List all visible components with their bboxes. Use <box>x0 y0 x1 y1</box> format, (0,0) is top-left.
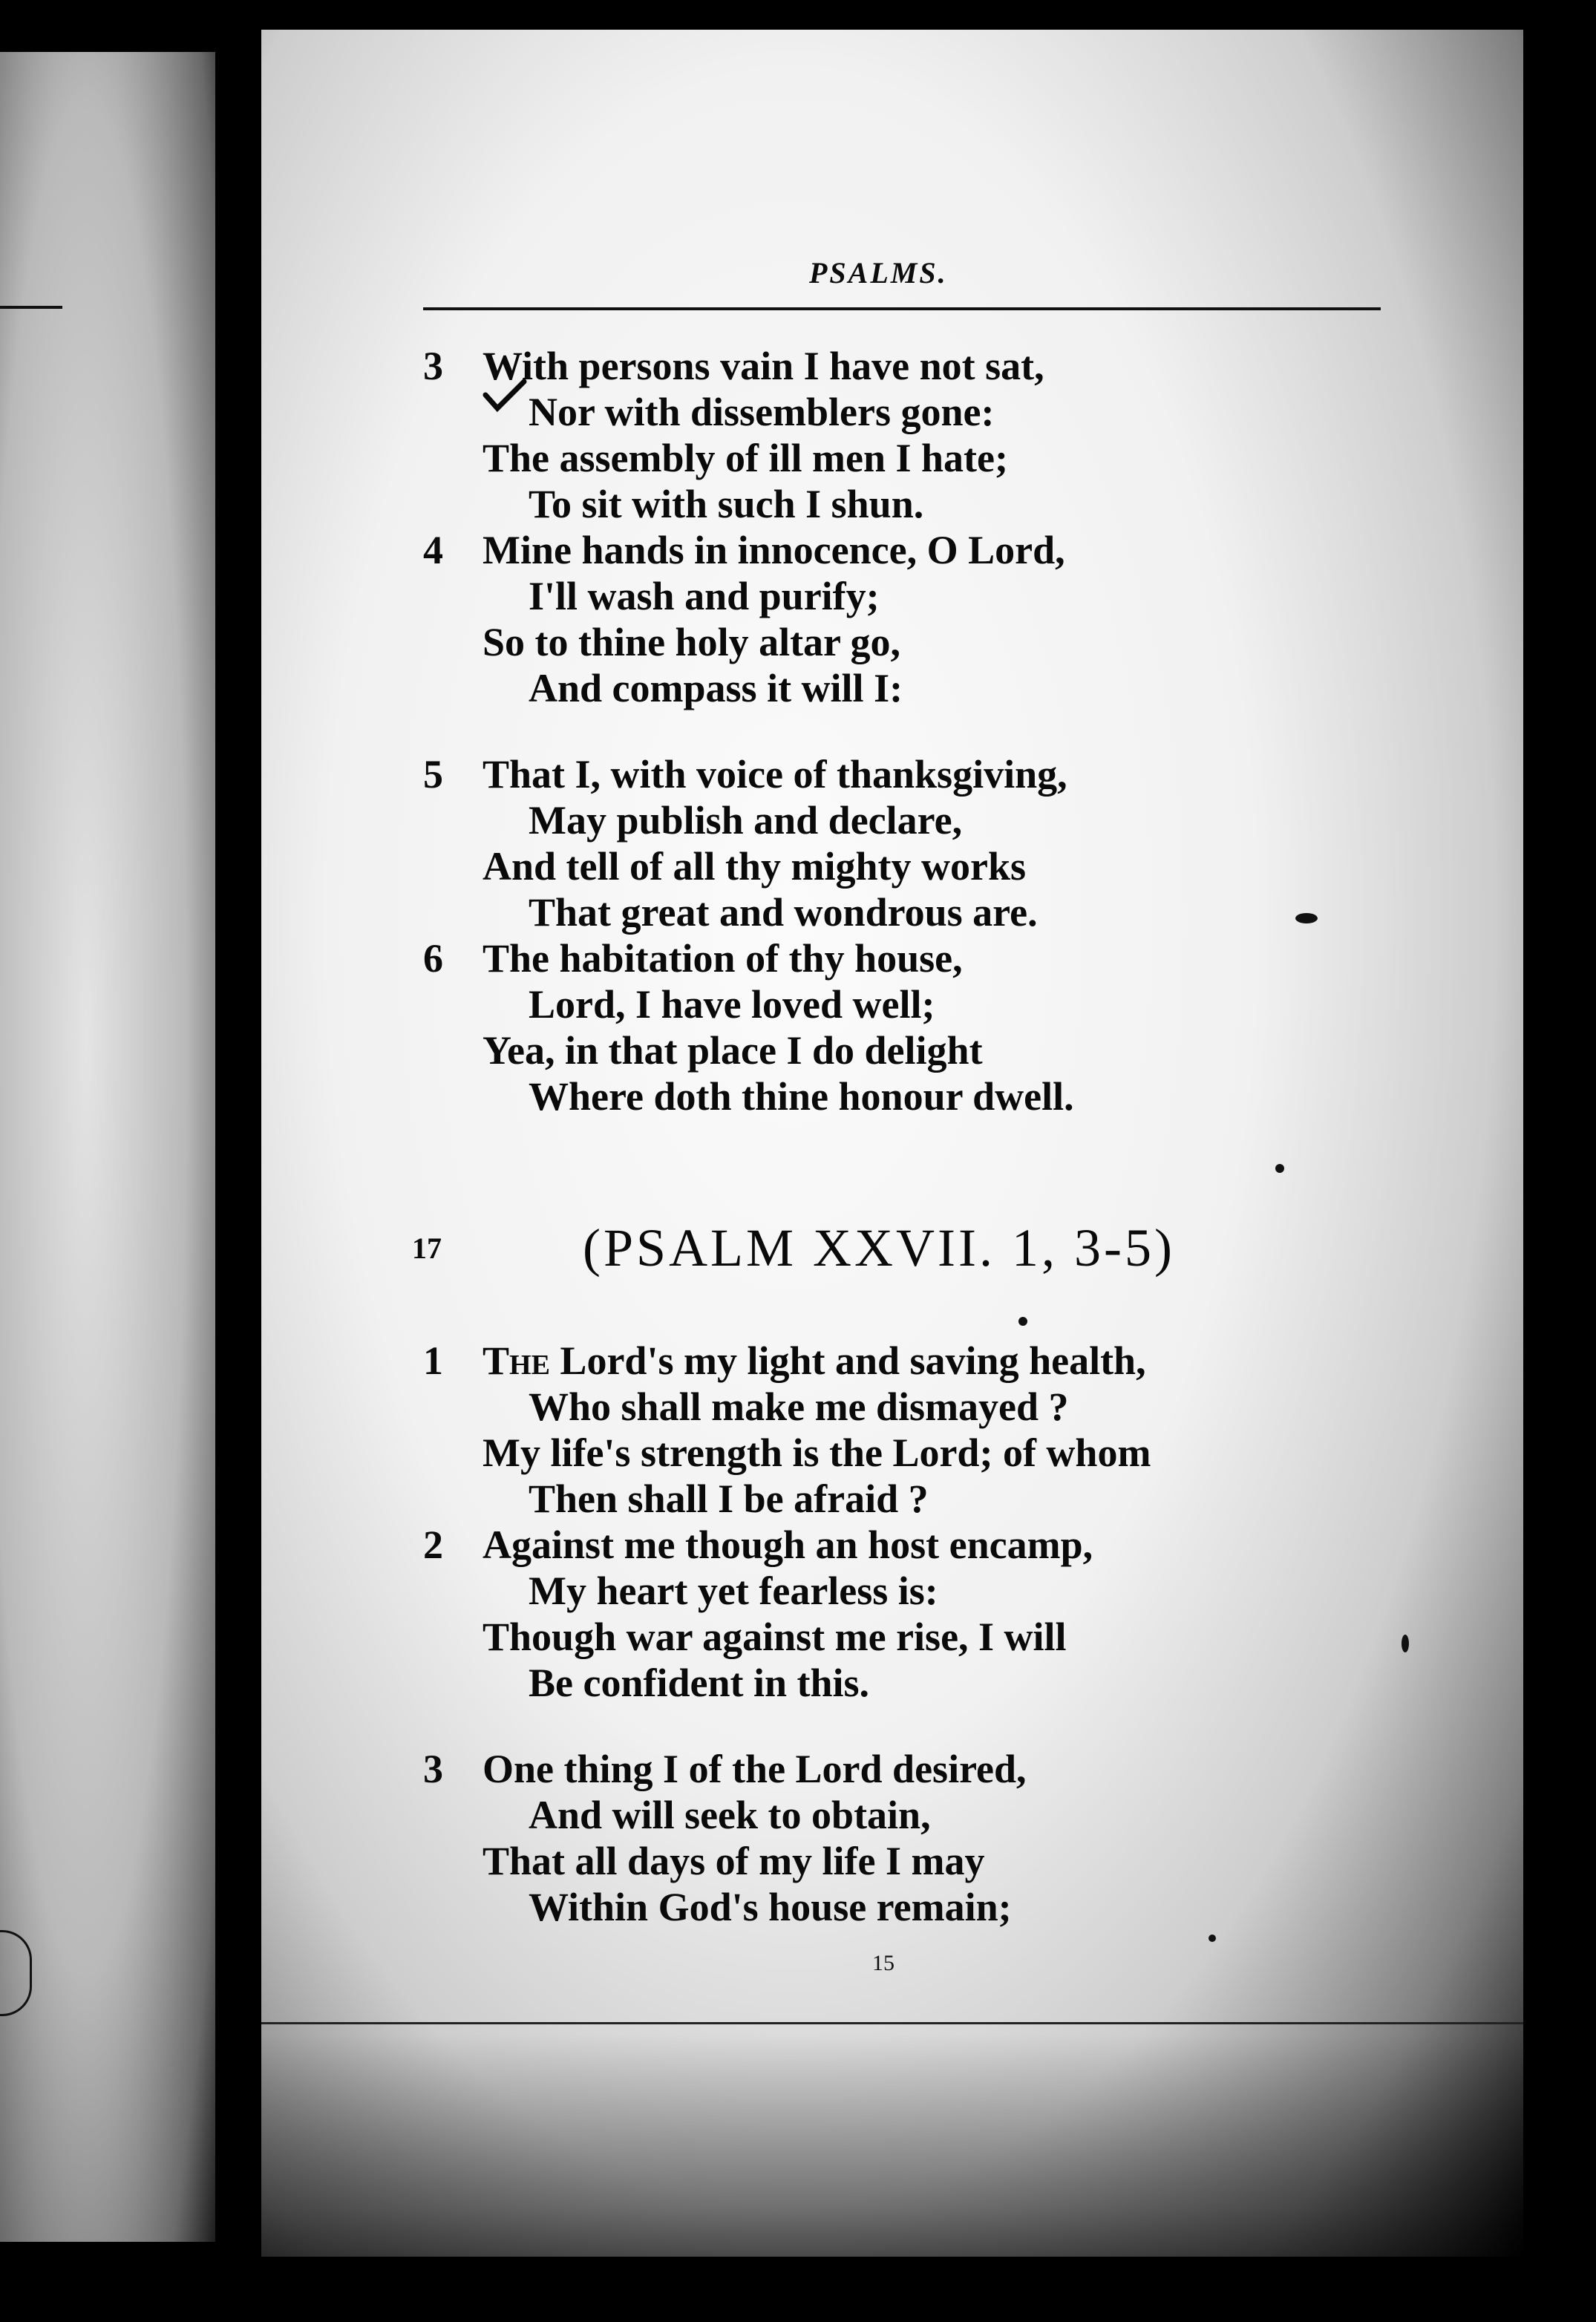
verse-words: One thing I of the Lord desired, <box>483 1747 1027 1791</box>
verse-line <box>423 1568 1388 1614</box>
verse-text <box>483 1338 1146 1384</box>
verse-line <box>423 935 1388 981</box>
verse-line <box>423 751 1388 797</box>
verse-text <box>483 751 1067 797</box>
scan-shadow <box>261 2034 1523 2322</box>
verse-number: 3 <box>423 1747 443 1791</box>
running-head: PSALMS. <box>809 256 948 290</box>
verse-text <box>529 1792 931 1838</box>
verse-line <box>423 1027 1388 1073</box>
verse-words: Lord, I have loved well; <box>529 982 935 1027</box>
verse-line <box>423 1792 1388 1838</box>
verse-number: 6 <box>423 936 443 981</box>
verse-text <box>529 981 935 1027</box>
verse-words: The habitation of thy house, <box>483 936 963 981</box>
verse-text <box>483 527 1065 573</box>
verse-text <box>483 1838 985 1884</box>
hymn-heading <box>412 1217 1303 1284</box>
ink-blot <box>1295 913 1318 923</box>
verse-line <box>423 573 1388 619</box>
facing-page-rule <box>0 306 62 309</box>
verse-line <box>423 889 1388 935</box>
verse-words: May publish and declare, <box>529 798 963 843</box>
verse-words: My life's strength is the Lord; of whom <box>483 1430 1151 1475</box>
verse-words: Mine hands in innocence, O Lord, <box>483 528 1065 572</box>
verse-line <box>423 1522 1388 1568</box>
ink-speck <box>1018 1317 1027 1326</box>
verse-words: To sit with such I shun. <box>529 482 924 526</box>
verse-text <box>529 1660 869 1706</box>
verse-number: 4 <box>423 528 443 572</box>
verse-text <box>483 843 1026 889</box>
verse-text <box>483 1522 1093 1568</box>
verse-text <box>529 573 880 619</box>
header-rule <box>423 307 1381 310</box>
verse-words: With persons vain I have not sat, <box>483 344 1044 388</box>
verse-words: Within God's house remain; <box>529 1885 1012 1929</box>
verse-words: Though war against me rise, I will <box>483 1615 1067 1659</box>
verse-text <box>483 1614 1067 1660</box>
verse-text <box>529 889 1038 935</box>
verse-line <box>423 1476 1388 1522</box>
stanza-verse-3 <box>423 1746 1388 1930</box>
verse-words: The assembly of ill men I hate; <box>483 436 1008 480</box>
verse-words: That all days of my life I may <box>483 1839 985 1883</box>
verse-text <box>483 1027 983 1073</box>
stanza-verses-1-2 <box>423 1338 1388 1706</box>
verse-words: I'll wash and purify; <box>529 574 880 618</box>
verse-words: That great and wondrous are. <box>529 890 1038 935</box>
page-number: 15 <box>872 1951 895 1975</box>
opening-word: The <box>483 1338 550 1383</box>
verse-words: So to thine holy altar go, <box>483 620 901 664</box>
verse-words: Where doth thine honour dwell. <box>529 1074 1074 1119</box>
ink-speck <box>1275 1164 1284 1173</box>
verse-words: And will seek to obtain, <box>529 1793 931 1837</box>
verse-words: Then shall I be afraid ? <box>529 1476 929 1521</box>
verse-text <box>529 1568 938 1614</box>
ink-speck <box>1402 1635 1409 1652</box>
verse-line <box>423 1384 1388 1430</box>
verse-line <box>423 343 1388 389</box>
footer-rule <box>261 2022 1523 2024</box>
verse-words: And compass it will I: <box>529 666 903 710</box>
verse-line <box>423 1746 1388 1792</box>
verse-words: My heart yet fearless is: <box>529 1569 938 1613</box>
verse-line <box>423 527 1388 573</box>
verse-line <box>423 1073 1388 1119</box>
verse-text <box>483 1430 1151 1476</box>
hymn-number: 17 <box>412 1232 442 1265</box>
verse-text <box>483 935 963 981</box>
verse-line <box>423 1884 1388 1930</box>
verse-text <box>529 481 923 527</box>
verse-line <box>423 1338 1388 1384</box>
verse-text <box>483 619 900 665</box>
verse-text <box>529 665 903 711</box>
verse-text <box>529 1384 1069 1430</box>
verse-words: Lord's my light and saving health, <box>549 1338 1146 1383</box>
verse-line <box>423 1430 1388 1476</box>
verse-line <box>423 619 1388 665</box>
verse-line <box>423 1660 1388 1706</box>
verse-words: Who shall make me dismayed ? <box>529 1384 1069 1429</box>
verse-line <box>423 1614 1388 1660</box>
verse-line <box>423 981 1388 1027</box>
verse-text <box>483 343 1044 389</box>
verse-number: 5 <box>423 752 443 797</box>
ink-speck <box>1209 1935 1216 1942</box>
verse-line <box>423 1838 1388 1884</box>
verse-words: Yea, in that place I do delight <box>483 1028 983 1073</box>
verse-words: And tell of all thy mighty works <box>483 844 1027 889</box>
verse-line <box>423 435 1388 481</box>
verse-line <box>423 481 1388 527</box>
verse-words: Nor with dissemblers gone: <box>529 390 995 434</box>
verse-text <box>529 389 995 435</box>
verse-text <box>529 1073 1074 1119</box>
stanza-verses-5-6 <box>423 751 1388 1119</box>
verse-words: That I, with voice of thanksgiving, <box>483 752 1067 797</box>
verse-text <box>529 797 962 843</box>
hymn-title: (PSALM XXVII. 1, 3-5) <box>583 1218 1175 1278</box>
verse-line <box>423 665 1388 711</box>
verse-number: 3 <box>423 344 443 388</box>
verse-number: 1 <box>423 1338 443 1383</box>
verse-text <box>483 435 1008 481</box>
verse-line <box>423 797 1388 843</box>
stanza-verses-3-4 <box>423 343 1388 711</box>
facing-page <box>0 52 215 2242</box>
verse-text <box>529 1884 1012 1930</box>
verse-number: 2 <box>423 1523 443 1567</box>
verse-text <box>483 1746 1027 1792</box>
verse-words: Against me though an host encamp, <box>483 1523 1093 1567</box>
book-gutter <box>215 0 261 2322</box>
verse-line <box>423 843 1388 889</box>
verse-words: Be confident in this. <box>529 1661 870 1705</box>
verse-text <box>529 1476 929 1522</box>
verse-line <box>423 389 1388 435</box>
